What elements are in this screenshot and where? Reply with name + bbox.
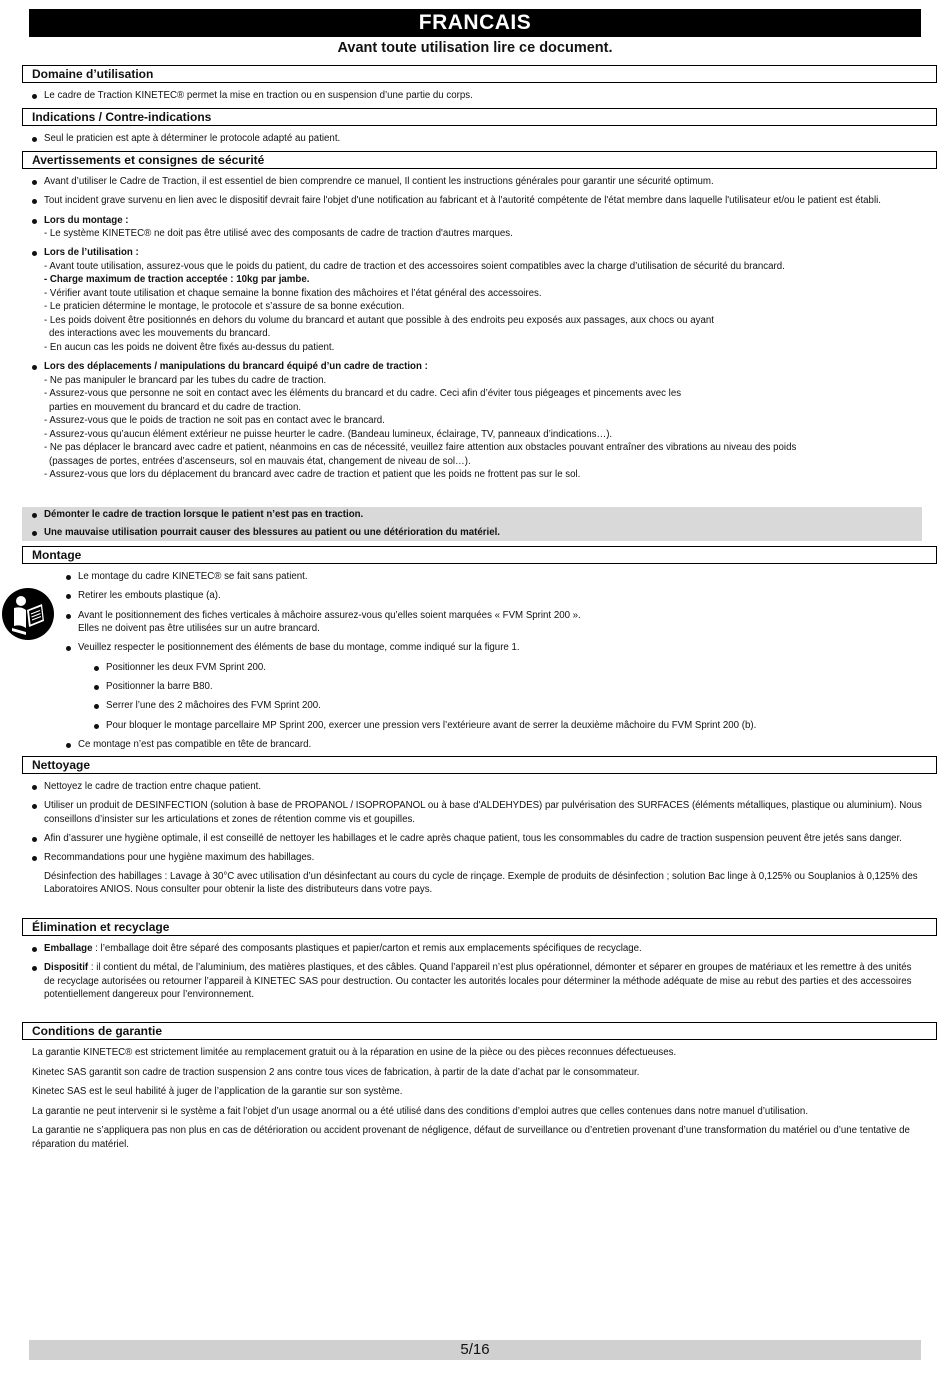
list-item-line: Avant le positionnement des fiches verticales à mâchoire assurez-vous qu’elles soient marquées « FVM Sprint 200 ». <box>78 609 581 621</box>
list-item <box>56 738 922 752</box>
list-item <box>22 961 922 1002</box>
bullet-icon <box>66 614 71 619</box>
sublist-item <box>56 680 922 694</box>
bullet-icon <box>94 685 99 690</box>
list-item-line: (passages de portes, entrées d’ascenseurs, sol en mauvais état, changement de niveau de sol…). <box>49 455 471 467</box>
disinfection-note: Désinfection des habillages : Lavage à 30°C avec utilisation d’un désinfectant au cours du cycle de rinçage. Exemple de produits de désinfection ; solution Bac linge à 0,125% ou Souplanios à 0,125% des Laboratoires ANIOS. Nous consulter pour obtenir la liste des distributeurs dans votre pays. <box>44 870 918 896</box>
section-title-nettoyage: Nettoyage <box>22 756 937 774</box>
list-item-line: - Vérifier avant toute utilisation et chaque semaine la bonne fixation des mâchoires et l’état général des accessoires. <box>44 287 542 299</box>
list-item-deplacements <box>22 360 922 482</box>
sublist-item <box>56 699 922 713</box>
list-item-text: Démonter le cadre de traction lorsque le patient n’est pas en traction. <box>44 509 364 520</box>
section-title-elimination: Élimination et recyclage <box>22 918 937 936</box>
list-item-montage <box>22 214 922 241</box>
list-item-line: parties en mouvement du brancard et du cadre de traction. <box>49 401 302 413</box>
list-item-line: - Le système KINETEC® ne doit pas être utilisé avec des composants de cadre de traction d'autres marques. <box>44 228 513 240</box>
list-item-text: Avant d’utiliser le Cadre de Traction, il est essentiel de bien comprendre ce manuel, Il contient les instructions générales pour garantir une sécurité optimum. <box>44 176 714 187</box>
montage-list <box>56 570 922 757</box>
section-title-garantie: Conditions de garantie <box>22 1022 937 1040</box>
sublist-item <box>56 719 922 733</box>
list-item-heading: Lors des déplacements / manipulations du brancard équipé d’un cadre de traction : <box>44 361 428 373</box>
list-item-line: - Ne pas déplacer le brancard avec cadre et patient, néanmoins en cas de nécessité, veuillez faire attention aux obstacles pouvant entraîner des vibrations au niveau des poids <box>44 442 797 454</box>
bullet-icon <box>66 594 71 599</box>
bullet-icon <box>94 704 99 709</box>
list-item-line: des interactions avec les mouvements du brancard. <box>49 328 271 340</box>
list-item <box>22 942 922 956</box>
list-item-line: - Assurez-vous que lors du déplacement du brancard avec cadre de traction et patient que les poids ne frottent pas sur le sol. <box>44 469 581 481</box>
list-item-line: - Assurez-vous qu’aucun élément extérieur ne puisse heurter le cadre. (Bandeau lumineux, éclairage, TV, panneaux d’indications…). <box>44 428 613 440</box>
list-item-text: Positionner les deux FVM Sprint 200. <box>106 661 266 673</box>
list-item <box>22 508 922 522</box>
list-item-text: Une mauvaise utilisation pourrait causer des blessures au patient ou une détérioration du matériel. <box>44 526 500 538</box>
list-item-text: Seul le praticien est apte à déterminer le protocole adapté au patient. <box>44 133 341 144</box>
list-item-text: Positionner la barre B80. <box>106 680 213 692</box>
list-item-heading: Lors du montage : <box>44 214 129 226</box>
list-item <box>56 570 922 584</box>
list-item-text: Le cadre de Traction KINETEC® permet la mise en traction ou en suspension d’une partie du corps. <box>44 90 473 101</box>
list-item-text: Nettoyez le cadre de traction entre chaque patient. <box>44 781 262 792</box>
bullet-icon <box>32 947 37 952</box>
list-item-heading: Lors de l’utilisation : <box>44 247 139 259</box>
bullet-icon <box>32 94 37 99</box>
list-item-line: - Ne pas manipuler le brancard par les tubes du cadre de traction. <box>44 374 327 386</box>
bullet-icon <box>66 743 71 748</box>
list-item <box>22 851 922 865</box>
list-item-line: - Assurez-vous que le poids de traction ne soit pas en contact avec le brancard. <box>44 415 385 427</box>
garantie-text <box>22 1046 922 1157</box>
section-title-indications: Indications / Contre-indications <box>22 108 937 126</box>
list-item-line: - Les poids doivent être positionnés en dehors du volume du brancard et autant que possible à des endroits peu exposés aux passages, aux chocs ou ayant <box>44 314 714 326</box>
list-item <box>22 832 922 846</box>
list-item <box>22 780 922 794</box>
bullet-icon <box>94 666 99 671</box>
bullet-icon <box>94 724 99 729</box>
bullet-icon <box>32 513 37 518</box>
list-item <box>56 641 922 655</box>
bullet-icon <box>32 531 37 536</box>
list-item-text: Tout incident grave survenu en lien avec le dispositif devrait faire l'objet d'une notification au fabricant et à l'autorité compétente de l'état membre dans laquelle l'utilisateur et/ou le patient est établi. <box>44 195 881 207</box>
list-item-text: : il contient du métal, de l’aluminium, des matières plastiques, et des câbles. Quand l’appareil n’est plus opérationnel, démonter et séparer en groupes de matériaux et les remettre à des unités de recyclage autorisées ou retourner l’appareil à KINETEC SAS pour destruction. Ou contacter les autorités locales pour déterminer la méthode adéquate de mise au rebut des parties et des accessoires potentiellement dangereux pour l’environnement. <box>44 962 912 1001</box>
list-item <box>22 132 922 146</box>
sublist-item <box>56 661 922 675</box>
list-item <box>22 799 922 826</box>
list-item-text: Afin d’assurer une hygiène optimale, il est conseillé de nettoyer les habillages et le cadre après chaque patient, tous les consommables du cadre de traction suspension peuvent être jetés sans danger. <box>44 833 902 845</box>
list-item-text: : l’emballage doit être séparé des composants plastiques et papier/carton et remis aux emplacements spécifiques de recyclage. <box>92 943 642 954</box>
section-title-avertissements: Avertissements et consignes de sécurité <box>22 151 937 169</box>
avertissements-list <box>22 175 922 487</box>
list-item-line: - En aucun cas les poids ne doivent être fixés au-dessus du patient. <box>44 341 335 353</box>
list-item-utilisation <box>22 246 922 354</box>
indications-list <box>22 132 922 151</box>
list-item-line: Elles ne doivent pas être utilisées sur un autre brancard. <box>78 623 320 635</box>
garantie-paragraph: La garantie ne s’appliquera pas non plus en cas de détérioration ou accident provenant de négligence, défaut de surveillance ou d’entretien provenant d’une transformation du matériel ou d’une tentative de réparation du matériel. <box>32 1125 910 1150</box>
bullet-icon <box>32 199 37 204</box>
list-item <box>56 609 922 636</box>
language-banner: FRANCAIS <box>29 9 921 37</box>
bullet-icon <box>32 219 37 224</box>
list-item-line: - Le praticien détermine le montage, le protocole et s’assure de sa bonne exécution. <box>44 301 405 313</box>
list-item-line: - Avant toute utilisation, assurez-vous que le poids du patient, du cadre de traction et des accessoires soient compatibles avec la charge d’utilisation de sécurité du brancard. <box>44 260 785 272</box>
list-item-text: Serrer l’une des 2 mâchoires des FVM Sprint 200. <box>106 700 321 712</box>
list-item-text: Recommandations pour une hygiène maximum des habillages. <box>44 852 315 864</box>
bullet-icon <box>66 646 71 651</box>
bullet-icon <box>32 180 37 185</box>
list-item-heading: Dispositif <box>44 962 89 974</box>
list-item-line: - Charge maximum de traction acceptée : 10kg par jambe. <box>44 274 310 286</box>
list-item-text: Ce montage n’est pas compatible en tête de brancard. <box>78 738 312 750</box>
list-item <box>56 589 922 603</box>
elimination-list <box>22 942 922 1008</box>
list-item-heading: Emballage <box>44 943 93 954</box>
bullet-icon <box>32 856 37 861</box>
read-manual-icon <box>2 588 54 640</box>
bullet-icon <box>32 966 37 971</box>
list-item <box>22 526 922 540</box>
list-item-text: Veuillez respecter le positionnement des éléments de base du montage, comme indiqué sur la figure 1. <box>78 642 520 654</box>
list-item <box>22 194 922 208</box>
garantie-paragraph: La garantie KINETEC® est strictement limitée au remplacement gratuit ou à la réparation en usine de la pièce ou des pièces reconnues défectueuses. <box>32 1047 677 1058</box>
nettoyage-list <box>22 780 922 897</box>
bullet-icon <box>32 837 37 842</box>
list-item <box>22 175 922 189</box>
list-item-text: Le montage du cadre KINETEC® se fait sans patient. <box>78 571 308 582</box>
domaine-list <box>22 89 922 108</box>
list-item-text: Retirer les embouts plastique (a). <box>78 590 221 602</box>
bullet-icon <box>32 804 37 809</box>
montage-sublist <box>56 661 922 732</box>
list-item-line: - Assurez-vous que personne ne soit en contact avec les éléments du brancard et du cadre. Ceci afin d’éviter tous piégeages et pincements avec les <box>44 388 682 400</box>
warning-highlight <box>22 507 922 541</box>
section-title-domaine: Domaine d’utilisation <box>22 65 937 83</box>
garantie-paragraph: Kinetec SAS est le seul habilité à juger de l’application de la garantie sur son système. <box>32 1086 403 1097</box>
garantie-paragraph: Kinetec SAS garantit son cadre de traction suspension 2 ans contre tous vices de fabrication, à partir de la date d’achat par le consommateur. <box>32 1066 640 1078</box>
bullet-icon <box>32 251 37 256</box>
list-item-text: Pour bloquer le montage parcellaire MP Sprint 200, exercer une pression vers l’extérieure avant de serrer la deuxième mâchoire du FVM Sprint 200 (b). <box>106 719 757 731</box>
page-number: 5/16 <box>29 1340 921 1360</box>
bullet-icon <box>32 365 37 370</box>
bullet-icon <box>32 137 37 142</box>
section-title-montage: Montage <box>22 546 937 564</box>
list-item <box>22 89 922 103</box>
bullet-icon <box>66 575 71 580</box>
garantie-paragraph: La garantie ne peut intervenir si le système a fait l’objet d’un usage anormal ou a été utilisé dans des conditions d’emploi autres que celles contenues dans notre manuel d’utilisation. <box>32 1105 809 1117</box>
bullet-icon <box>32 785 37 790</box>
document-subtitle: Avant toute utilisation lire ce document. <box>337 40 613 56</box>
list-item-text: Utiliser un produit de DESINFECTION (solution à base de PROPANOL / ISOPROPANOL ou à base d'ALDEHYDES) par pulvérisation des SURFACES (éléments métalliques, plastique ou aluminium). Nous conseillons d’insister sur les articulations et zones de rétention comme vis et goupilles. <box>44 800 922 825</box>
